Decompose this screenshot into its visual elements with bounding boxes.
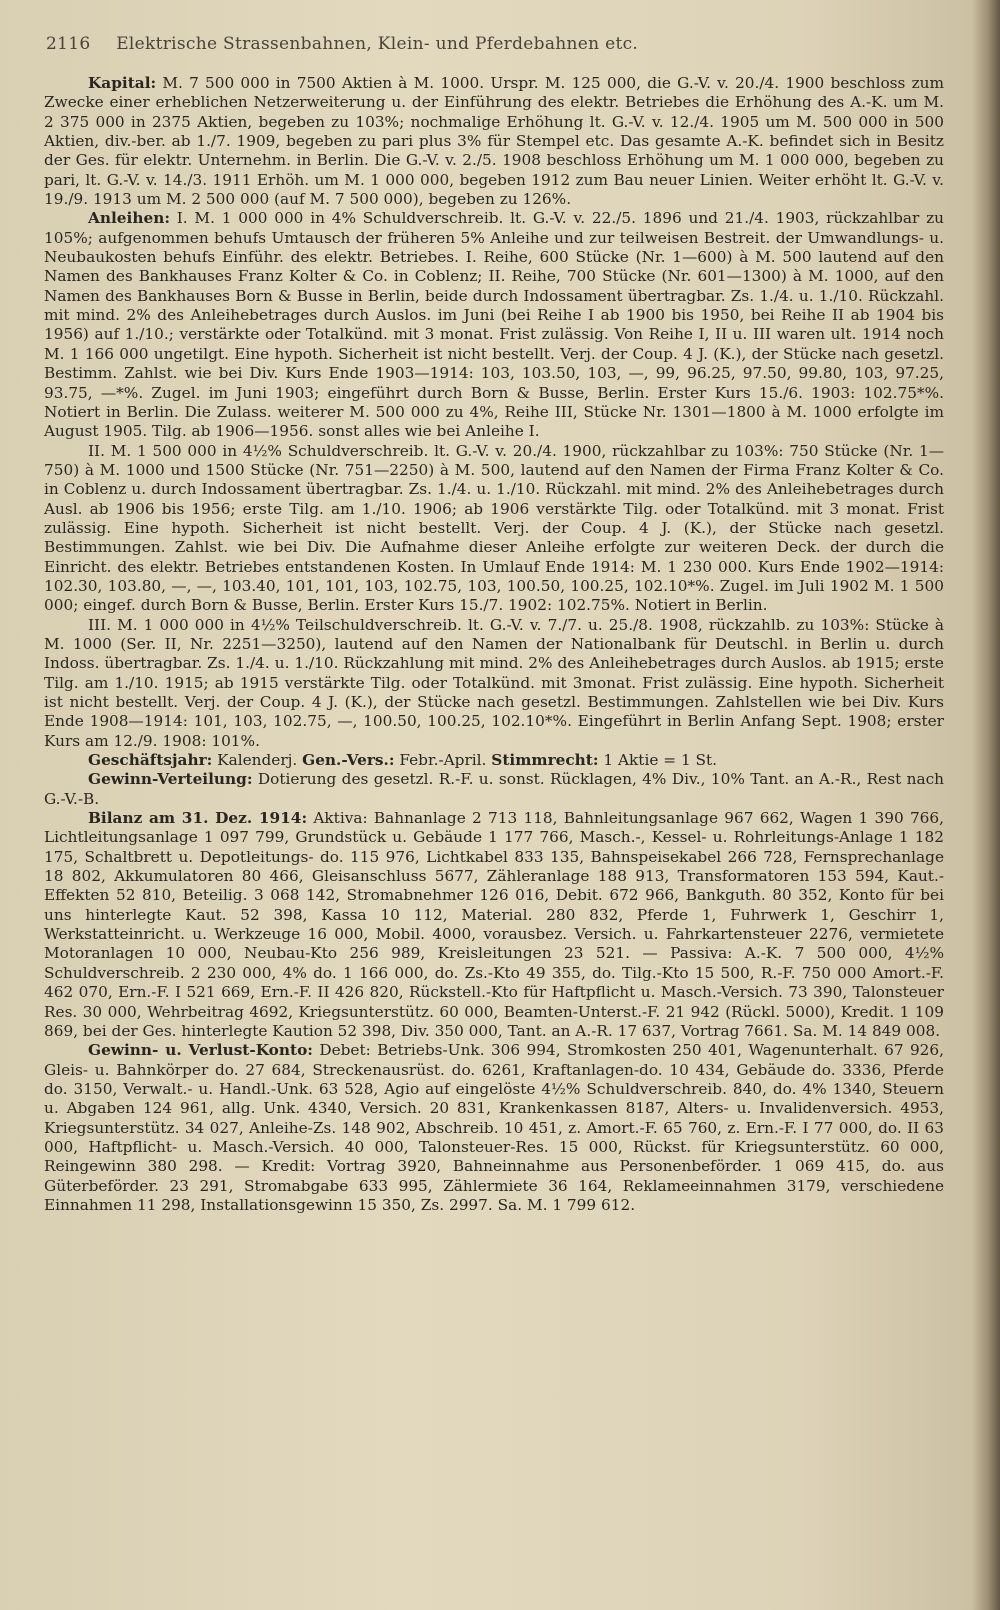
text-bilanz: Aktiva: Bahnanlage 2 713 118, Bahnleitungsanlage 967 662, Wagen 1 390 766, Lichtleitungsanlage 1 097 799, Grundstück u. Gebäude 1 177 766, Masch.-, Kessel- u. Rohrleitungs-Anlage 1 182 175, Schaltbrett u. Depotleitungs- do. 115 976, Lichtkabel 833 135, Bahnspeisekabel 266 728, Fernsprechanlage 18 802, Akkumulatoren 80 466, Gleisanschluss 5677, Zähleranlage 188 913, Transformatoren 153 594, Kaut.-Effekten 52 810, Beteilig. 3 068 142, Stromabnehmer 126 016, Debit. 672 966, Bankguth. 80 352, Konto für bei uns hinterlegte Kaut. 52 398, Kassa 10 112, Material. 280 832, Pferde 1, Fuhrwerk 1, Geschirr 1, Werkstatteinricht. u. Werkzeuge 16 000, Mobil. 4000, vorausbez. Versich. u. Fahrkartensteuer 2276, vermietete Motoranlagen 10 000, Neubau-Kto 256 989, Kreisleitungen 23 521. — Passiva: A.-K. 7 500 000, 4½% Schuldverschreib. 2 230 000, 4% do. 1 166 000, do. Zs.-Kto 49 355, do. Tilg.-Kto 15 500, R.-F. 750 000 Amort.-F. 462 070, Ern.-F. I 521 669, Ern.-F. II 426 820, Rückstell.-Kto für Haftpflicht u. Masch.-Versich. 73 390, Talonsteuer Res. 30 000, Wehrbeitrag 4692, Kriegsunterstütz. 60 000, Beamten-Unterst.-F. 21 942 (Rückl. 5000), Kredit. 1 109 869, bei der Ges. hinterlegte Kaution 52 398, Div. 350 000, Tant. an A.-R. 17 637, Vortrag 7661. Sa. M. 14 849 008.: [44, 809, 944, 1040]
text-geschaeftsjahr: Kalenderj.: [212, 751, 303, 770]
paragraph-anleihen-iii: [44, 616, 944, 751]
label-gen-vers: Gen.-Vers.:: [302, 751, 395, 770]
label-gewinn-verlust: Gewinn- u. Verlust-Konto:: [88, 1041, 313, 1060]
page-number: 2116: [46, 34, 91, 54]
article-body: [44, 74, 944, 1215]
text-gewinn-verteilung: Dotierung des gesetzl. R.-F. u. sonst. Rücklagen, 4% Div., 10% Tant. an A.-R., Rest nach G.-V.-B.: [44, 770, 944, 808]
paragraph-gewinn-verteilung: [44, 770, 944, 809]
text-gen-vers: Febr.-April.: [394, 751, 492, 770]
paragraph-geschaeftsjahr: [44, 751, 944, 770]
page-header: [46, 34, 946, 54]
label-kapital: Kapital:: [88, 74, 157, 92]
text-anleihen-ii: II. M. 1 500 000 in 4½% Schuldverschreib. lt. G.-V. v. 20./4. 1900, rückzahlbar zu 103%: 750 Stücke (Nr. 1—750) à M. 1000 und 1500 Stücke (Nr. 751—2250) à M. 500, lautend auf den Namen der Firma Franz Kolter & Co. in Coblenz u. durch Indossament übertragbar. Zs. 1./4. u. 1./10. Rückzahl. mit mind. 2% des Anleihebetrages durch Ausl. ab 1906 bis 1956; erste Tilg. am 1./10. 1906; ab 1906 verstärkte Tilg. oder Totalkünd. mit 3 monat. Frist zulässig. Eine hypoth. Sicherheit ist nicht bestellt. Verj. der Coup. 4 J. (K.), der Stücke nach gesetzl. Bestimmungen. Zahlst. wie bei Div. Die Aufnahme dieser Anleihe erfolgte zur weiteren Deck. der durch die Einricht. des elektr. Betriebes entstandenen Kosten. In Umlauf Ende 1914: M. 1 230 000. Kurs Ende 1902—1914: 102.30, 103.80, —, —, 103.40, 101, 101, 103, 102.75, 103, 100.50, 100.25, 102.10*%. Zugel. im Juli 1902 M. 1 500 000; eingef. durch Born & Busse, Berlin. Erster Kurs 15./7. 1902: 102.75%. Notiert in Berlin.: [44, 441, 944, 615]
text-stimmrecht: 1 Aktie = 1 St.: [598, 751, 718, 770]
running-title: Elektrische Strassenbahnen, Klein- und Pferdebahnen etc.: [116, 34, 639, 54]
label-anleihen: Anleihen:: [88, 209, 170, 228]
paragraph-bilanz: [44, 809, 944, 1041]
text-anleihen-iii: III. M. 1 000 000 in 4½% Teilschuldverschreib. lt. G.-V. v. 7./7. u. 25./8. 1908, rückzahlb. zu 103%: Stücke à M. 1000 (Ser. II, Nr. 2251—3250), lautend auf den Namen der Nationalbank für Deutschl. in Berlin u. durch Indoss. übertragbar. Zs. 1./4. u. 1./10. Rückzahlung mit mind. 2% des Anleihebetrages durch Auslos. ab 1915; erste Tilg. am 1./10. 1915; ab 1915 verstärkte Tilg. oder Totalkünd. mit 3monat. Frist zulässig. Eine hypoth. Sicherheit ist nicht bestellt. Verj. der Coup. 4 J. (K.), der Stücke nach gesetzl. Bestimmungen. Zahlstellen wie bei Div. Kurs Ende 1908—1914: 101, 103, 102.75, —, 100.50, 100.25, 102.10*%. Eingeführt in Berlin Anfang Sept. 1908; erster Kurs am 12./9. 1908: 101%.: [44, 615, 944, 750]
paragraph-anleihen-i: [44, 209, 944, 441]
text-kapital: M. 7 500 000 in 7500 Aktien à M. 1000. Urspr. M. 125 000, die G.-V. v. 20./4. 1900 beschloss zum Zwecke einer erheblichen Netzerweiterung u. der Einführung des elektr. Betriebes die Erhöhung des A.-K. um M. 2 375 000 in 2375 Aktien, begeben zu 103%; nochmalige Erhöhung lt. G.-V. v. 12./4. 1905 um M. 500 000 in 500 Aktien, div.-ber. ab 1./7. 1909, begeben zu pari plus 3% für Stempel etc. Das gesamte A.-K. befindet sich in Besitz der Ges. für elektr. Unternehm. in Berlin. Die G.-V. v. 2./5. 1908 beschloss Erhöhung um M. 1 000 000, begeben zu pari, lt. G.-V. v. 14./3. 1911 Erhöh. um M. 1 000 000, begeben 1912 zum Bau neuer Linien. Weiter erhöht lt. G.-V. v. 19./9. 1913 um M. 2 500 000 (auf M. 7 500 000), begeben zu 126%.: [44, 74, 944, 209]
label-gewinn-verteilung: Gewinn-Verteilung:: [88, 770, 253, 789]
label-geschaeftsjahr: Geschäftsjahr:: [88, 751, 213, 770]
paragraph-gewinn-verlust: [44, 1041, 944, 1215]
text-anleihen-i: I. M. 1 000 000 in 4% Schuldverschreib. lt. G.-V. v. 22./5. 1896 und 21./4. 1903, rückzahlbar zu 105%; aufgenommen behufs Umtausch der früheren 5% Anleihe und zur teilweisen Bestreit. der Umwandlungs- u. Neubaukosten behufs Einführ. des elektr. Betriebes. I. Reihe, 600 Stücke (Nr. 1—600) à M. 500 lautend auf den Namen des Bankhauses Franz Kolter & Co. in Coblenz; II. Reihe, 700 Stücke (Nr. 601—1300) à M. 1000, auf den Namen des Bankhauses Born & Busse in Berlin, beide durch Indossament übertragbar. Zs. 1./4. u. 1./10. Rückzahl. mit mind. 2% des Anleihebetrages durch Auslos. im Juni (bei Reihe I ab 1900 bis 1950, bei Reihe II ab 1904 bis 1956) auf 1./10.; verstärkte oder Totalkünd. mit 3 monat. Frist zulässig. Von Reihe I, II u. III waren ult. 1914 noch M. 1 166 000 ungetilgt. Eine hypoth. Sicherheit ist nicht bestellt. Verj. der Coup. 4 J. (K.), der Stücke nach gesetzl. Bestimm. Zahlst. wie bei Div. Kurs Ende 1903—1914: 103, 103.50, 103, —, 99, 96.25, 97.50, 99.80, 103, 97.25, 93.75, —*%. Zugel. im Juni 1903; eingeführt durch Born & Busse, Berlin. Erster Kurs 15./6. 1903: 102.75*%. Notiert in Berlin. Die Zulass. weiterer M. 500 000 zu 4%, Reihe III, Stücke Nr. 1301—1800 à M. 1000 erfolgte im August 1905. Tilg. ab 1906—1956. sonst alles wie bei Anleihe I.: [44, 209, 944, 441]
text-gewinn-verlust: Debet: Betriebs-Unk. 306 994, Stromkosten 250 401, Wagenunterhalt. 67 926, Gleis- u. Bahnkörper do. 27 684, Streckenausrüst. do. 6261, Kraftanlagen-do. 10 434, Gebäude do. 3336, Pferde do. 3150, Verwalt.- u. Handl.-Unk. 63 528, Agio auf eingelöste 4½% Schuldverschreib. 840, do. 4% 1340, Steuern u. Abgaben 124 961, allg. Unk. 4340, Versich. 20 831, Krankenkassen 8187, Alters- u. Invalidenversich. 4953, Kriegsunterstütz. 34 027, Anleihe-Zs. 148 902, Abschreib. 10 451, z. Amort.-F. 65 760, z. Ern.-F. I 77 000, do. II 63 000, Haftpflicht- u. Masch.-Versich. 40 000, Talonsteuer-Res. 15 000, Rückst. für Kriegsunterstütz. 60 000, Reingewinn 380 298. — Kredit: Vortrag 3920, Bahneinnahme aus Personenbeförder. 1 069 415, do. aus Güterbeförder. 23 291, Stromabgabe 633 995, Zählermiete 36 164, Reklameeinnahmen 3179, verschiedene Einnahmen 11 298, Installationsgewinn 15 350, Zs. 2997. Sa. M. 1 799 612.: [44, 1041, 945, 1214]
paragraph-anleihen-ii: [44, 442, 944, 616]
paragraph-kapital: [44, 74, 944, 209]
label-stimmrecht: Stimmrecht:: [491, 751, 599, 770]
label-bilanz: Bilanz am 31. Dez. 1914:: [88, 809, 308, 828]
